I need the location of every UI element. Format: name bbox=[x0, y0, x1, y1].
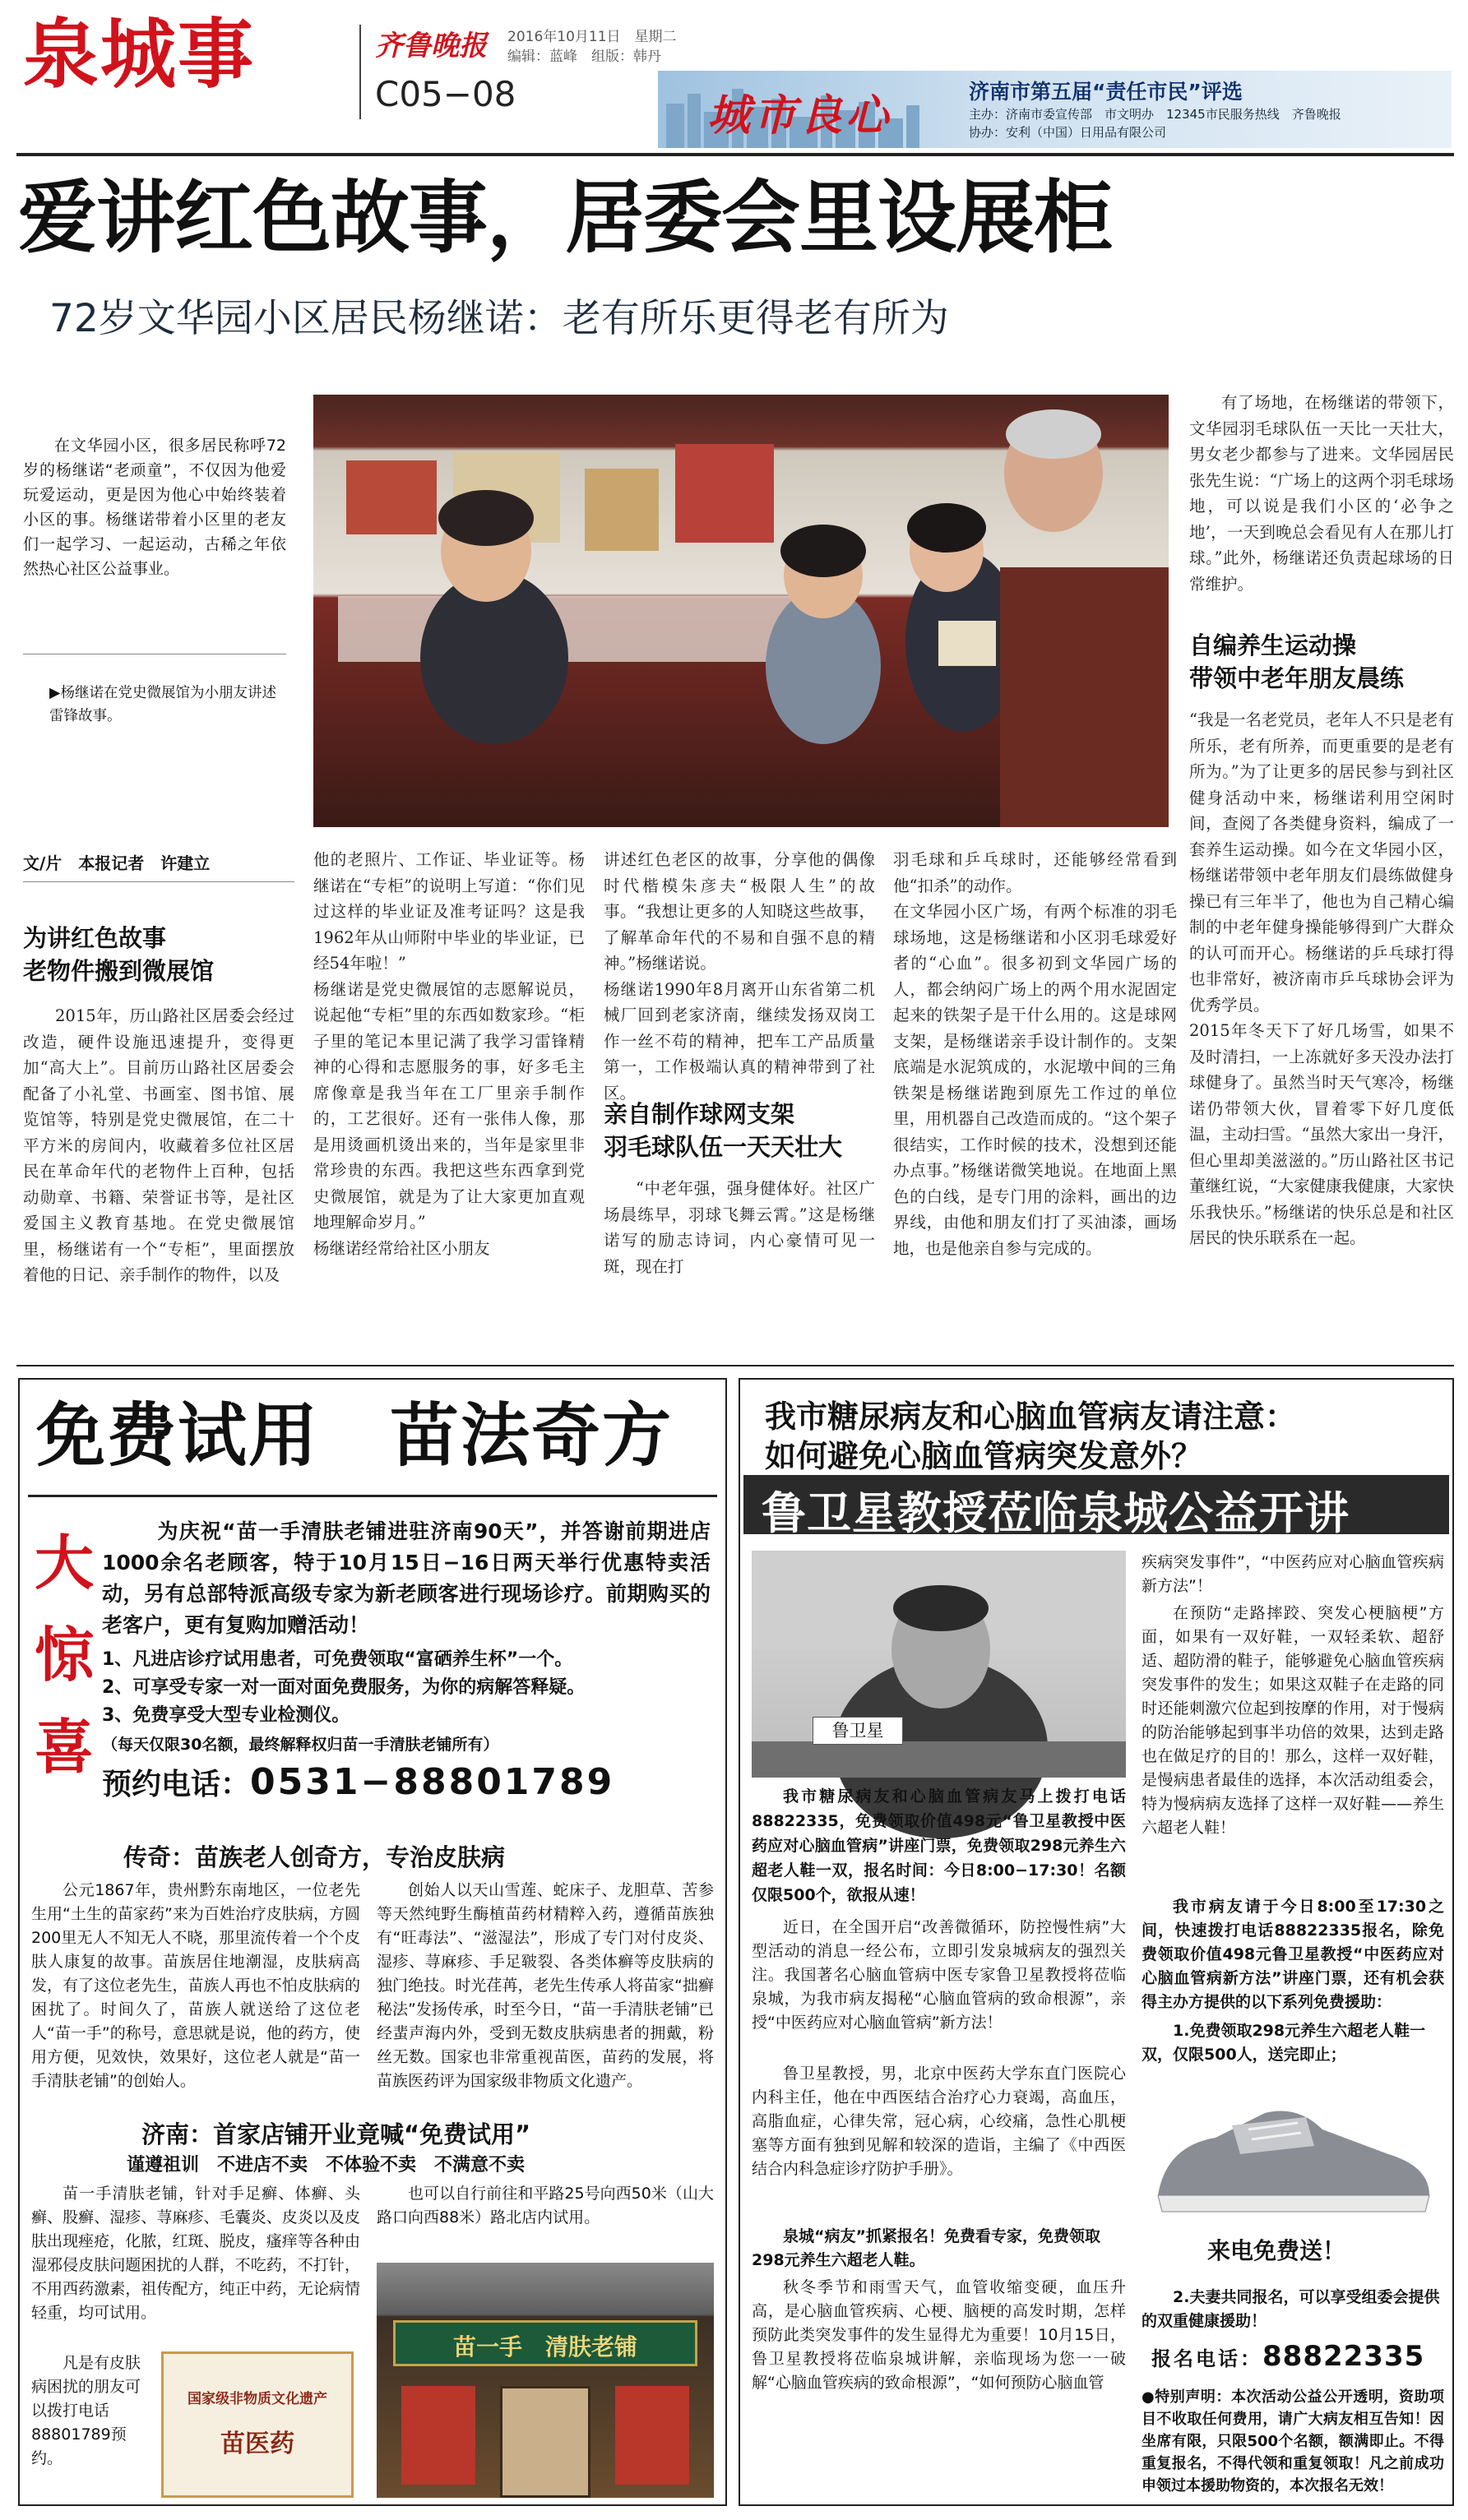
left-ad-item-1: 1、凡进店诊疗试用患者，可免费领取“富硒养生杯”一个。 bbox=[102, 1649, 573, 1670]
right-ad-text4: 泉城“病友”抓紧报名！免费看专家，免费领取298元养生六超老人鞋。 bbox=[752, 2227, 1100, 2269]
right-ad-phone[interactable]: 88822335 bbox=[1262, 2340, 1425, 2373]
left-ad-sub2: 济南：首家店铺开业竟喊“免费试用” bbox=[141, 2120, 531, 2148]
certificate-bottom: 苗医药 bbox=[220, 2430, 294, 2458]
column-4: 羽毛球和乒乓球时，还能够经常看到他“扣杀”的动作。 在文华园小区广场，有两个标准的羽毛球场地，这是杨继诺和小区羽毛球爱好者的“心血”。很多初到文华园广场的人，都会纳闷广场上的两个用水泥固定起来的铁架子是干什么用的。这是球网支架，是杨继诺亲手设计制作的。支架底端是水泥筑成的，水泥墩中间的三角铁架是杨继诺跑到原先工作过的单位里，用机器自己改造而成的。“这个架子很结实，工作时候的技术，没想到还能办点事。”杨继诺微笑地说。在地面上黑色的白线，是专门用的涂料，画出的边界线，由他和朋友们打了买油漆，画场地，也是他亲自参与完成的。 bbox=[893, 850, 1177, 1258]
column-5a: 有了场地，在杨继诺的带领下，文华园羽毛球队伍一天比一天壮大，男女老少都参与了进来。文华园居民张先生说：“广场上的这两个羽毛球场地，可以说是我们小区的‘必争之地’，一天到晚总会看见有人在那儿打球。”此外，杨继诺还负责起球场的日常维护。 bbox=[1189, 393, 1454, 594]
left-ad-title-rule bbox=[28, 1495, 717, 1497]
name-plate: 鲁卫星 bbox=[813, 1717, 903, 1745]
certificate-top: 国家级非物质文化遗产 bbox=[188, 2391, 327, 2407]
shop-poster-left bbox=[401, 2386, 475, 2485]
left-ad-text5: 也可以自行前往和平路25号向西50米（山大路口向西88米）路北店内试用。 bbox=[377, 2185, 714, 2226]
column-2: 他的老照片、工作证、毕业证等。杨继诺在“专柜”的说明上写道：“你们见过这样的毕业证及准考证吗？这是我1962年从山师附中毕业的毕业证，已经54年啦！” 杨继诺是党史微展馆的志愿解说员，说起他“专柜”里的东西如数家珍。“柜子里的笔记本里记满了我学习雷锋精神的心得和志愿服务的事，好多毛主席像章是我当年在工厂里亲手制作的，工艺很好。还有一张伟人像，那是用烫画机烫出来的，当年是家里非常珍贵的东西。我把这些东西拿到党史微展馆，就是为了让大家更加直观地理解命岁月。” 杨继诺经常给社区小朋友 bbox=[313, 850, 585, 1258]
left-ad-text2: 创始人以天山雪莲、蛇床子、龙胆草、苦参等天然纯野生酶植苗药材精粹入药，遵循苗族独有“旺毒法”、“滋湿法”，形成了专门对付皮炎、湿疹、荨麻疹、手足皲裂、各类体癣等皮肤病的独门绝技。时光荏苒，老先生传承人将苗家“拙癣秘法”发扬传承，时至今日，“苗一手清肤老铺”已经蜚声海内外，受到无数皮肤病患者的拥戴，粉丝无数。国家也非常重视苗医，苗药的发展，将苗族医药评为国家级非物质文化遗产。 bbox=[377, 1881, 714, 2090]
banner-host: 主办：济南市委宣传部 市文明办 12345市民服务热线 齐鲁晚报 bbox=[969, 107, 1341, 122]
photo-caption: ▶杨继诺在党史微展馆为小朋友讲述雷锋故事。 bbox=[49, 685, 276, 724]
subhead-exercise: 自编养生运动操 带领中老年朋友晨练 bbox=[1189, 631, 1405, 692]
byline-rule bbox=[23, 881, 294, 882]
big-char-3: 喜 bbox=[35, 1713, 95, 1782]
right-ad-phone-label: 报名电话： bbox=[1151, 2347, 1262, 2370]
banner-logo: 城市良心 bbox=[707, 90, 892, 141]
left-ad-text3: 苗一手清肤老铺，针对手足癣、体癣、头癣、股癣、湿疹、荨麻疹、毛囊炎、皮炎以及皮肤出现痤疮，化脓，红斑、脱皮，瘙痒等各种由湿邪侵皮肤问题困扰的人群，不吃药，不打针，不用西药激素，祖传配方，纯正中药，无论病情轻重，均可试用。 bbox=[31, 2185, 360, 2322]
column-3a: 讲述红色老区的故事，分享他的偶像时代楷模朱彦夫“极限人生”的故事。“我想让更多的人知晓这些故事，了解革命年代的不易和自强不息的精神。”杨继诺说。 杨继诺1990年8月离开山东省第二机械厂回到老家济南，继续发扬双岗工作一丝不苟的精神，把车工产品质量第一，工作极端认真的精神带到了社区。 bbox=[604, 850, 875, 1103]
editors: 编辑：蓝峰 组版：韩丹 bbox=[507, 49, 661, 65]
right-ad-text7: 在预防“走路摔跤、突发心梗脑梗”方面，如果有一双好鞋，一双轻柔软、超舒适、超防滑的鞋子，能够避免心脑血管疾病突发事件的发生；如果这双鞋子在走路的同时还能刺激穴位起到按摩的作用，对于慢病的防治能够起到事半功倍的效果，达到走路也在做足疗的目的！那么，这样一双好鞋，是慢病患者最佳的选择，本次活动组委会，特为慢病病友选择了这样一双好鞋——养生六超老人鞋！ bbox=[1142, 1604, 1444, 1837]
city-conscience-banner bbox=[658, 71, 1452, 148]
big-char-2: 惊 bbox=[35, 1621, 95, 1690]
right-ad-title-bar bbox=[743, 1475, 1449, 1539]
right-ad-phone-row bbox=[1151, 2340, 1424, 2373]
column-5b: “我是一名老党员，老年人不只是老有所乐，老有所养，而更重要的是老有所为。”为了让更多的居民参与到社区健身活动中来，杨继诺利用空闲时间，查阅了各类健身资料，编成了一套养生运动操。如今在文华园小区，杨继诺带领中老年朋友们晨练做健身操已有三年半了，他也为自己精心编制的中老年健身操能够得到广大群众的认可而开心。杨继诺的乒乓球打得也非常好，被济南市乒乓球协会评为优秀学员。 2015年冬天下了好几场雪，如果不及时清扫，一上冻就好多天没办法打球健身了。虽然当时天气寒冷，杨继诺仍带领大伙，冒着零下好几度低温，主动扫雪。“虽然大家出一身汗，但心里却美滋滋的。”历山路社区书记董继红说，“大家健康我健康，大家快乐我快乐。”杨继诺的快乐总是和社区居民的快乐联系在一起。 bbox=[1189, 710, 1454, 1247]
left-ad-phone-row bbox=[102, 1761, 614, 1803]
photo-scene bbox=[313, 395, 1169, 827]
paper-name: 齐鲁晚报 bbox=[375, 30, 487, 62]
professor-photo bbox=[752, 1551, 1126, 1778]
left-ad-promise: 谨遵祖训 不进店不卖 不体验不卖 不满意不卖 bbox=[127, 2155, 526, 2176]
right-ad-item1: 1.免费领取298元养生六超老人鞋一双，仅限500人，送完即止； bbox=[1142, 2022, 1426, 2064]
left-ad-item-3: 3、免费享受大型专业检测仪。 bbox=[102, 1705, 350, 1726]
right-ad-text5: 秋冬季节和雨雪天气，血管收缩变硬，血压升高，是心脑血管疾病、心梗、脑梗的高发时期，怎样预防此类突发事件的发生显得尤为重要！10月15日，鲁卫星教授将莅临泉城讲解，亲临现场为您一一破解“心脑血管疾病的致命根源”，“如何预防心脑血管 bbox=[752, 2278, 1126, 2392]
shop-sign bbox=[393, 2320, 697, 2366]
subhead-display-case: 为讲红色故事 老物件搬到微展馆 bbox=[23, 924, 215, 985]
shop-photo bbox=[377, 2263, 714, 2498]
article-bottom-rule bbox=[16, 1365, 1454, 1366]
left-ad-title: 免费试用 苗法奇方 bbox=[36, 1395, 674, 1476]
big-char-1: 大 bbox=[35, 1528, 95, 1598]
left-ad-text4: 凡是有皮肤病困扰的朋友可以拨打电话88801789预约。 bbox=[31, 2354, 141, 2467]
right-ad-text2: 近日，在全国开启“改善微循环，防控慢性病”大型活动的消息一经公布，立即引发泉城病友的强烈关注。我国著名心脑血管病中医专家鲁卫星教授将莅临泉城，为我市病友揭秘“心脑血管病的致命根源”，亲授“中医药应对心脑血管病”新方法！ bbox=[752, 1918, 1126, 2032]
right-ad-text8: 我市病友请于今日8:00至17:30之间，快速拨打电话88822335报名，除免费领取价值498元鲁卫星教授“中医药应对心脑血管病新方法”讲座门票，还有机会获得主办方提供的以下系列免费援助： bbox=[1142, 1898, 1444, 2011]
big-surprise-block bbox=[35, 1517, 97, 1838]
right-ad-head2: 如何避免心脑血管病突发意外？ bbox=[765, 1438, 1203, 1474]
headline: 爱讲红色故事，居委会里设展柜 bbox=[18, 172, 1112, 264]
page-number: C05−08 bbox=[375, 74, 516, 114]
lead-paragraph: 在文华园小区，很多居民称呼72岁的杨继诺“老顽童”，不仅因为他爱玩爱运动，更是因为他心中始终装着小区的事。杨继诺带着小区里的老友们一起学习、一起运动，古稀之年依然热心社区公益事业。 bbox=[23, 437, 286, 578]
left-ad-phone-label: 预约电话： bbox=[102, 1768, 251, 1801]
shop-poster-right bbox=[615, 2386, 689, 2485]
left-ad-items bbox=[102, 1646, 711, 1730]
certificate-photo bbox=[161, 2351, 354, 2498]
shoe-banner: 来电免费送！ bbox=[1207, 2237, 1346, 2264]
right-ad-text3: 鲁卫星教授，男，北京中医药大学东直门医院心内科主任，他在中西医结合治疗心力衰竭，高血压，高脂血症，心律失常，冠心病，心绞痛，急性心肌梗塞等方面有独到见解和较深的造诣，主编了《中西医结合内科急症诊疗防护手册》。 bbox=[752, 2065, 1126, 2178]
right-ad-text1: 我市糖尿病友和心脑血管病友马上拨打电话88822335，免费领取价值498元“鲁卫星教授中医药应对心脑血管病”讲座门票，免费领取298元养生六超老人鞋一双，报名时间：今日8:00−17:30！名额仅限500个，欲报从速！ bbox=[752, 1787, 1126, 1904]
right-ad-item2: 2.夫妻共同报名，可以享受组委会提供的双重健康援助！ bbox=[1142, 2288, 1440, 2330]
banner-title: 济南市第五届“责任市民”评选 bbox=[969, 80, 1243, 104]
subhead-badminton-frame: 亲自制作球网支架 羽毛球队伍一天天壮大 bbox=[604, 1100, 843, 1161]
shoe-image bbox=[1142, 2080, 1444, 2274]
issue-date: 2016年10月11日 星期二 bbox=[507, 29, 677, 45]
left-ad-sub1: 传奇：苗族老人创奇方，专治皮肤病 bbox=[123, 1843, 506, 1871]
column-3b: “中老年强，强身健体好。社区广场晨练早，羽球飞舞云霄。”这是杨继诺写的励志诗词，内心豪情可见一斑，现在打 bbox=[604, 1179, 875, 1276]
header-rule bbox=[16, 153, 1454, 156]
subheadline: 72岁文华园小区居民杨继诺：老有所乐更得老有所为 bbox=[49, 296, 949, 341]
banner-coorganizer: 协办：安利（中国）日用品有限公司 bbox=[969, 125, 1167, 140]
column-1: 2015年，历山路社区居委会经过改造，硬件设施迅速提升，变得更加“高大上”。目前历山路社区居委会配备了小礼堂、书画室、图书馆、展览馆等，特别是党史微展馆，在二十平方米的房间内，收藏着多位社区居民在革命年代的老物件上百种，包括动勋章、书籍、荣誉证书等，是社区爱国主义教育基地。在党史微展馆里，杨继诺有一个“专柜”，里面摆放着他的日记、亲手制作的物件，以及 bbox=[23, 1006, 294, 1284]
byline: 文/片 本报记者 许建立 bbox=[23, 853, 211, 873]
left-ad-note: （每天仅限30名额，最终解释权归苗一手清肤老铺所有） bbox=[102, 1736, 499, 1754]
shop-sign-text: 苗一手 清肤老铺 bbox=[452, 2333, 637, 2360]
right-ad-text6: 疾病突发事件”，“中医药应对心脑血管疾病新方法”！ bbox=[1142, 1553, 1444, 1595]
left-ad-intro: 为庆祝“苗一手清肤老铺进驻济南90天”，并答谢前期进店1000余名老顾客，特于10月15日−16日两天举行优惠特卖活动，另有总部特派高级专家为新老顾客进行现场诊疗。前期购买的老客户，更有复购加赠活动！ bbox=[102, 1519, 711, 1637]
left-ad-item-2: 2、可享受专家一对一面对面免费服务，为你的病解答释疑。 bbox=[102, 1677, 586, 1698]
masthead-divider bbox=[359, 25, 361, 119]
left-ad-text1: 公元1867年，贵州黔东南地区，一位老先生用“土生的苗家药”来为百姓治疗皮肤病，方圆200里无人不知无人不晓，那里流传着一个个皮肤人康复的故事。苗族居住地潮湿，皮肤病高发，有了这位老先生，苗族人再也不怕皮肤病的困扰了。时间久了，苗族人就送给了这位老人“苗一手”的称号，意思就是说，他的药方，使用方便，见效快，效果好，这位老人就是“苗一手清肤老铺”的创始人。 bbox=[31, 1881, 360, 2090]
left-ad-phone[interactable]: 0531−88801789 bbox=[250, 1761, 615, 1803]
section-title: 泉城事 bbox=[23, 11, 256, 99]
professor-figure bbox=[752, 1551, 1126, 1778]
shop-door bbox=[500, 2386, 590, 2498]
article-photo bbox=[313, 395, 1169, 827]
right-ad-head1: 我市糖尿病友和心脑血管病友请注意： bbox=[765, 1399, 1297, 1435]
right-ad-title: 鲁卫星教授莅临泉城公益开讲 bbox=[762, 1487, 1350, 1539]
right-ad-statement: ●特别声明：本次活动公益公开透明，资助项目不收取任何费用，请广大病友相互告知！因坐席有限，只限500个名额，额满即止。不得重复报名，不得代领和重复领取！凡之前成功申领过本援助物资的，本次报名无效！ bbox=[1142, 2388, 1444, 2495]
shoe-graphic bbox=[1142, 2080, 1444, 2228]
